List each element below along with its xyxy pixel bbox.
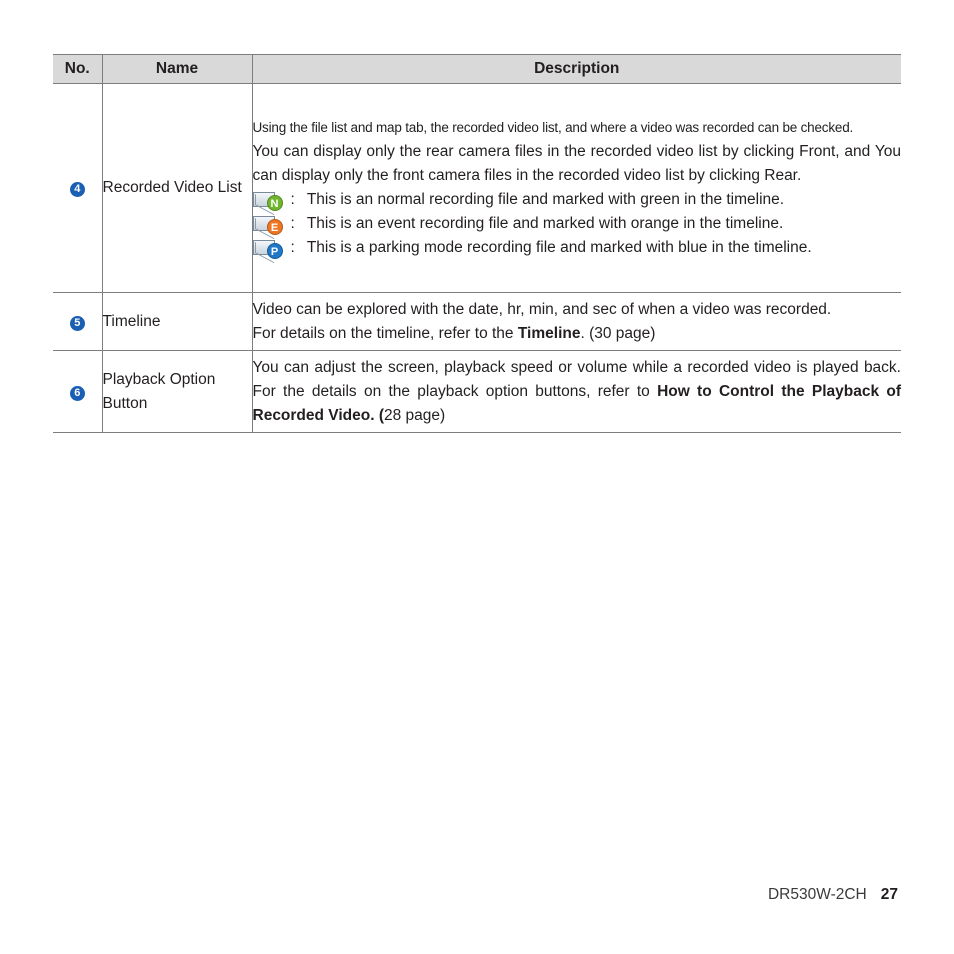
description-text: Video can be explored with the date, hr, min, and sec of when a video was recorded. — [252, 300, 832, 318]
event-file-icon — [253, 213, 283, 235]
cross-reference: Timeline — [517, 324, 581, 342]
row-name: Recorded Video List — [102, 84, 252, 293]
header-description: Description — [252, 55, 901, 84]
row-description — [252, 293, 901, 351]
description-table — [53, 54, 901, 433]
page-footer — [768, 886, 898, 904]
row-description — [252, 351, 901, 433]
model-name: DR530W-2CH — [767, 886, 867, 903]
number-badge: 5 — [70, 316, 85, 331]
colon: : — [290, 239, 295, 256]
description-text: You can display only the rear camera files in the recorded video list by clicking Front, and You can display only the front camera files in the recorded video list by clicking Rear. — [252, 143, 901, 184]
table-row — [53, 293, 901, 351]
row-name: Timeline — [102, 293, 252, 351]
colon: : — [290, 191, 295, 208]
row-number-cell — [53, 351, 102, 433]
file-type-item — [253, 212, 902, 236]
row-number-cell — [53, 293, 102, 351]
page-number: 27 — [880, 886, 898, 903]
file-type-text: This is a parking mode recording file and marked with blue in the timeline. — [306, 239, 812, 256]
text-segment: You can adjust the screen, playback speed or volume while a recorded video is played back. For the details on the playback option buttons, refer to — [252, 358, 901, 400]
parking-file-icon — [253, 237, 283, 259]
table-row — [53, 84, 901, 293]
text-segment: 28 page) — [384, 406, 446, 424]
parking-badge: P — [267, 243, 283, 259]
event-badge: E — [267, 219, 283, 235]
normal-file-icon — [253, 189, 283, 211]
file-type-item — [253, 188, 902, 212]
description-text: Using the file list and map tab, the recorded video list, and where a video was recorded can be checked. — [252, 120, 854, 135]
table-row — [53, 351, 901, 433]
row-number-cell — [53, 84, 102, 293]
normal-badge: N — [267, 195, 283, 211]
description-text — [253, 322, 902, 346]
colon: : — [290, 215, 295, 232]
cross-reference: How to Control the Playback of Recorded Video. ( — [252, 382, 902, 424]
row-description — [252, 84, 901, 293]
number-badge: 4 — [70, 182, 85, 197]
text-segment: . (30 page) — [580, 324, 656, 342]
text-segment: For details on the timeline, refer to the — [252, 324, 518, 342]
header-no: No. — [53, 55, 102, 84]
file-type-item — [253, 236, 902, 260]
row-name: Playback Option Button — [102, 351, 252, 433]
file-type-text: This is an normal recording file and marked with green in the timeline. — [306, 191, 785, 208]
number-badge: 6 — [70, 386, 85, 401]
file-type-text: This is an event recording file and marked with orange in the timeline. — [306, 215, 784, 232]
table-header-row — [53, 55, 901, 84]
header-name: Name — [102, 55, 252, 84]
